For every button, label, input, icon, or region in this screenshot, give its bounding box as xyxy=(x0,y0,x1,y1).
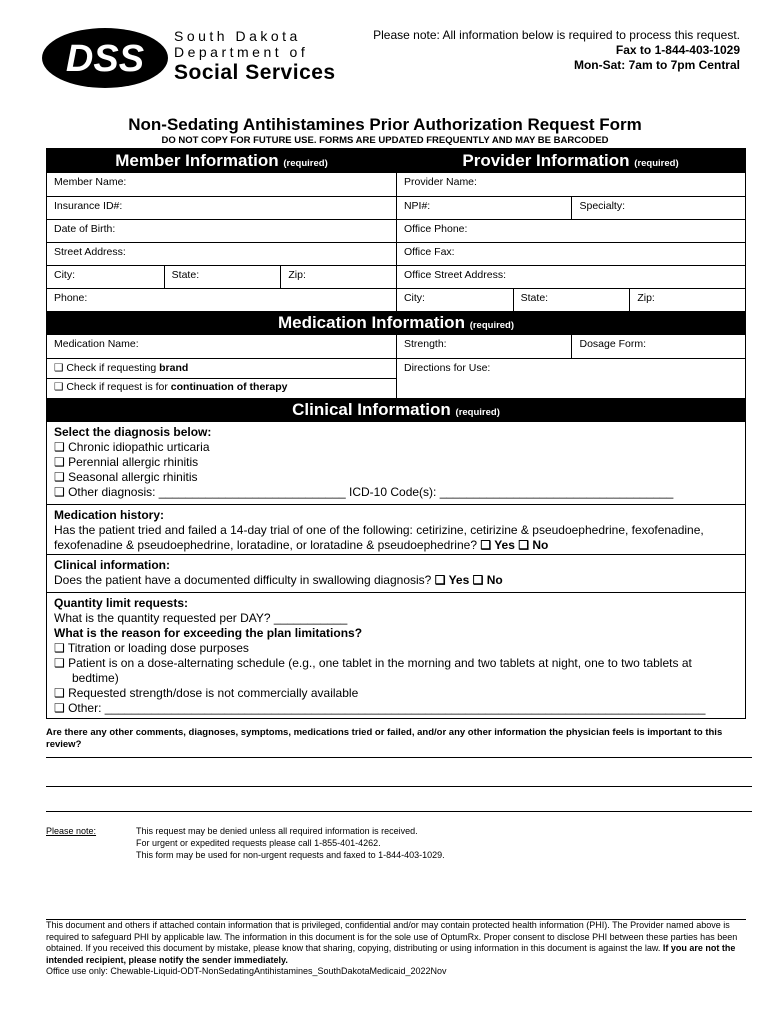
street-address-field[interactable]: Street Address: xyxy=(54,246,126,258)
comment-line[interactable] xyxy=(46,786,752,787)
insurance-id-field[interactable]: Insurance ID#: xyxy=(54,200,123,212)
member-zip-field[interactable]: Zip: xyxy=(280,266,396,288)
quantity-question[interactable]: What is the quantity requested per DAY? ___________ xyxy=(54,611,348,625)
reason-option-alternating[interactable]: ❑ Patient is on a dose-alternating schedule (e.g., one tablet in the morning and two tablets at night, one to two tablets at xyxy=(54,656,692,670)
dob-field[interactable]: Date of Birth: xyxy=(54,223,116,235)
swallowing-no-checkbox[interactable]: ❑ No xyxy=(472,573,503,587)
agency-line-1: South Dakota xyxy=(174,28,301,44)
note-line-1: This request may be denied unless all required information is received. xyxy=(136,826,418,836)
confidentiality-footer xyxy=(46,919,746,978)
clinical-header xyxy=(47,398,745,422)
office-zip-field[interactable]: Zip: xyxy=(629,289,745,311)
header-notice xyxy=(373,28,740,73)
request-form xyxy=(46,148,746,719)
history-yes-checkbox[interactable]: ❑ Yes xyxy=(480,538,515,552)
quantity-block xyxy=(47,592,745,718)
diagnosis-option-other[interactable]: ❑ Other diagnosis: ____________________________ ICD-10 Code(s): ___________________________________ xyxy=(54,485,674,499)
swallowing-yes-checkbox[interactable]: ❑ Yes xyxy=(434,573,470,587)
strength-field[interactable]: Strength: xyxy=(396,335,572,358)
diagnosis-option-perennial[interactable]: ❑ Perennial allergic rhinitis xyxy=(54,455,199,469)
phone-field[interactable]: Phone: xyxy=(54,292,88,304)
reason-option-other[interactable]: ❑ Other: __________________________________________________________________________________________ xyxy=(54,701,706,715)
comment-line[interactable] xyxy=(46,811,752,812)
medication-name-field[interactable]: Medication Name: xyxy=(54,338,139,350)
office-phone-field[interactable]: Office Phone: xyxy=(396,220,745,242)
diagnosis-block xyxy=(47,422,745,504)
brand-checkbox[interactable]: ❑ Check if requesting brand xyxy=(54,362,189,374)
quantity-heading: Quantity limit requests: xyxy=(54,596,189,610)
member-section-title: Member Information (required) xyxy=(115,151,328,170)
medication-history-block xyxy=(47,504,745,554)
continuation-checkbox[interactable]: ❑ Check if request is for continuation of therapy xyxy=(47,378,396,398)
please-note-text xyxy=(136,825,445,861)
member-provider-header xyxy=(47,149,745,173)
confidentiality-text: This document and others if attached contain information that is privileged, confidential and/or may contain protected health information (PHI). The Provider named above is required to safeguard PHI by applicable law. The information in this document is for the sole use of OptumRx. Proper consent to disclose PHI between these parties has been obtained. If you received this document by mistake, please know that sharing, copying, distributing or using information in this document is against the law. If you are not the intended recipient, please notify the sender immediately. xyxy=(46,920,738,965)
office-state-field[interactable]: State: xyxy=(513,289,630,311)
agency-line-3: Social Services xyxy=(174,61,336,84)
diagnosis-option-urticaria[interactable]: ❑ Chronic idiopathic urticaria xyxy=(54,440,210,454)
member-state-field[interactable]: State: xyxy=(164,266,281,288)
form-row xyxy=(47,358,745,398)
provider-name-field[interactable]: Provider Name: xyxy=(396,173,745,196)
fax-number: Fax to 1-844-403-1029 xyxy=(615,43,740,57)
diagnosis-heading: Select the diagnosis below: xyxy=(54,425,212,439)
form-row xyxy=(47,219,745,242)
office-use-text: Office use only: Chewable-Liquid-ODT-NonSedatingAntihistamines_SouthDakotaMedicaid_2022Nov xyxy=(46,966,447,976)
reason-option-unavailable[interactable]: ❑ Requested strength/dose is not commercially available xyxy=(54,686,359,700)
page-header xyxy=(40,18,740,98)
directions-field[interactable]: Directions for Use: xyxy=(396,359,745,398)
form-row xyxy=(47,265,745,288)
specialty-field[interactable]: Specialty: xyxy=(571,197,745,219)
reason-heading: What is the reason for exceeding the plan limitations? xyxy=(54,626,363,640)
agency-name xyxy=(174,28,336,86)
note-line-2: For urgent or expedited requests please call 1-855-401-4262. xyxy=(136,838,381,848)
form-row xyxy=(47,173,745,196)
reason-option-titration[interactable]: ❑ Titration or loading dose purposes xyxy=(54,641,249,655)
swallowing-question: Does the patient have a documented difficulty in swallowing diagnosis? ❑ Yes ❑ No xyxy=(54,573,503,587)
clinical-info-heading: Clinical information: xyxy=(54,558,171,572)
office-hours: Mon-Sat: 7am to 7pm Central xyxy=(573,58,740,72)
member-city-field[interactable]: City: xyxy=(54,269,75,281)
member-name-field[interactable]: Member Name: xyxy=(54,176,127,188)
comments-question: Are there any other comments, diagnoses, symptoms, medications tried or failed, and/or any other information the physician feels is important to this review? xyxy=(46,727,723,750)
form-row xyxy=(47,288,745,311)
clinical-section-title: Clinical Information (required) xyxy=(292,400,500,419)
reason-option-alternating-cont: bedtime) xyxy=(72,671,119,685)
medication-checkboxes xyxy=(47,359,396,398)
form-subtitle: DO NOT COPY FOR FUTURE USE. FORMS ARE UPDATED FREQUENTLY AND MAY BE BARCODED xyxy=(161,135,609,146)
npi-field[interactable]: NPI#: xyxy=(396,197,572,219)
form-row xyxy=(47,196,745,219)
clinical-info-block xyxy=(47,554,745,592)
notice-text: Please note: All information below is required to process this request. xyxy=(373,28,740,42)
dss-logo xyxy=(40,26,170,90)
history-question: Has the patient tried and failed a 14-day trial of one of the following: cetirizine, cetirizine & pseudoephedrine, fexofenadine, fexofenadine & pseudoephedrine, loratadine, or loratadine & pseudoephedrine? ❑ Yes ❑ No xyxy=(54,523,704,552)
please-note-label: Please note: xyxy=(46,826,97,836)
dosage-form-field[interactable]: Dosage Form: xyxy=(571,335,745,358)
history-heading: Medication history: xyxy=(54,508,165,522)
provider-section-title: Provider Information (required) xyxy=(462,151,679,170)
svg-text:DSS: DSS xyxy=(65,38,145,80)
form-row xyxy=(47,335,745,358)
medication-section-title: Medication Information (required) xyxy=(277,313,515,332)
form-title: Non-Sedating Antihistamines Prior Authorization Request Form xyxy=(128,115,642,134)
comment-line[interactable] xyxy=(46,757,752,758)
history-no-checkbox[interactable]: ❑ No xyxy=(518,538,549,552)
medication-header xyxy=(47,311,745,335)
note-line-3: This form may be used for non-urgent requests and faxed to 1-844-403-1029. xyxy=(136,850,445,860)
clinical-section xyxy=(47,422,745,718)
office-city-field[interactable]: City: xyxy=(396,289,513,311)
office-street-field[interactable]: Office Street Address: xyxy=(396,266,745,288)
form-row xyxy=(47,242,745,265)
office-fax-field[interactable]: Office Fax: xyxy=(396,243,745,265)
agency-line-2: Department of xyxy=(174,44,309,60)
diagnosis-option-seasonal[interactable]: ❑ Seasonal allergic rhinitis xyxy=(54,470,198,484)
